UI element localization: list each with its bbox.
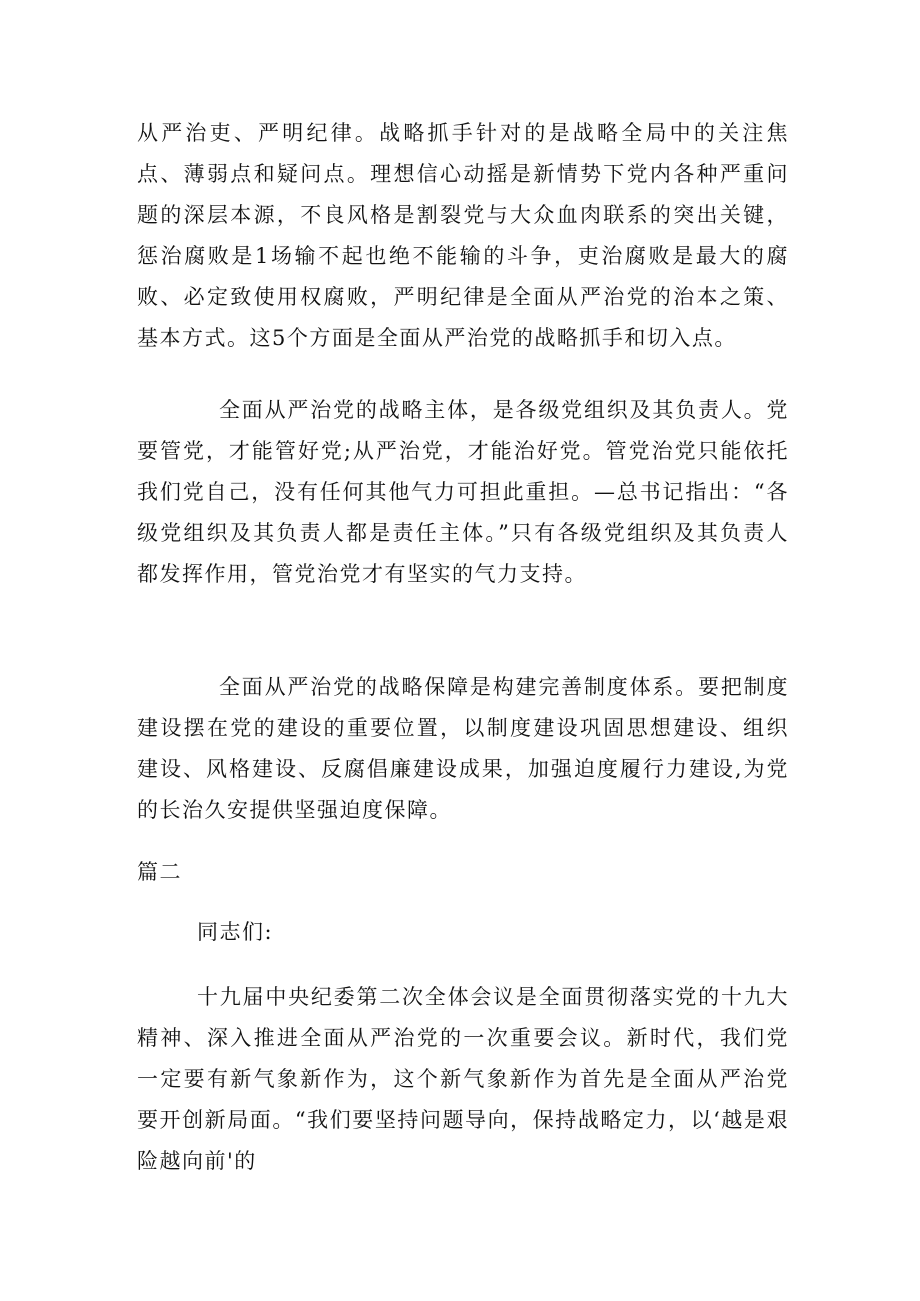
paragraph-meeting-intro: 十九届中央纪委第二次全体会议是全面贯彻落实党的十九大精神、深入推进全面从严治党的一次重要会议。新时代，我们党一定要有新气象新作为，这个新气象新作为首先是全面从严治党要开创新局面。“我们要坚持问题导向，保持战略定力，以‘越是艰险越向前'的 [137, 985, 789, 1173]
section-heading: 篇二 [137, 860, 182, 884]
paragraph-strategy-guarantee: 全面从严治党的战略保障是构建完善制度体系。要把制度建设摆在党的建设的重要位置，以制度建设巩固思想建设、组织建设、风格建设、反腐倡廉建设成果，加强迫度履行力建设,为党的长治久安提供坚强迫度保障。 [137, 675, 789, 822]
paragraph-strategy-subject: 全面从严治党的战略主体，是各级党组织及其负责人。党要管党，才能管好党;从严治党，才能治好党。管党治党只能依托我们党自己，没有任何其他气力可担此重担。—总书记指出：“各级党组织及其负责人都是责任主体。”只有各级党组织及其负责人都发挥作用，管党治党才有坚实的气力支持。 [137, 398, 789, 586]
paragraph-strategy-grip: 从严治吏、严明纪律。战略抓手针对的是战略全局中的关注焦点、薄弱点和疑问点。理想信心动摇是新情势下党内各种严重问题的深层本源，不良风格是割裂党与大众血肉联系的突出关键，惩治腐败是1场输不起也绝不能输的斗争，吏治腐败是最大的腐败、必定致使用权腐败，严明纪律是全面从严治党的治本之策、基本方式。这5个方面是全面从严治党的战略抓手和切入点。 [137, 121, 789, 350]
salutation: 同志们: [197, 920, 274, 944]
